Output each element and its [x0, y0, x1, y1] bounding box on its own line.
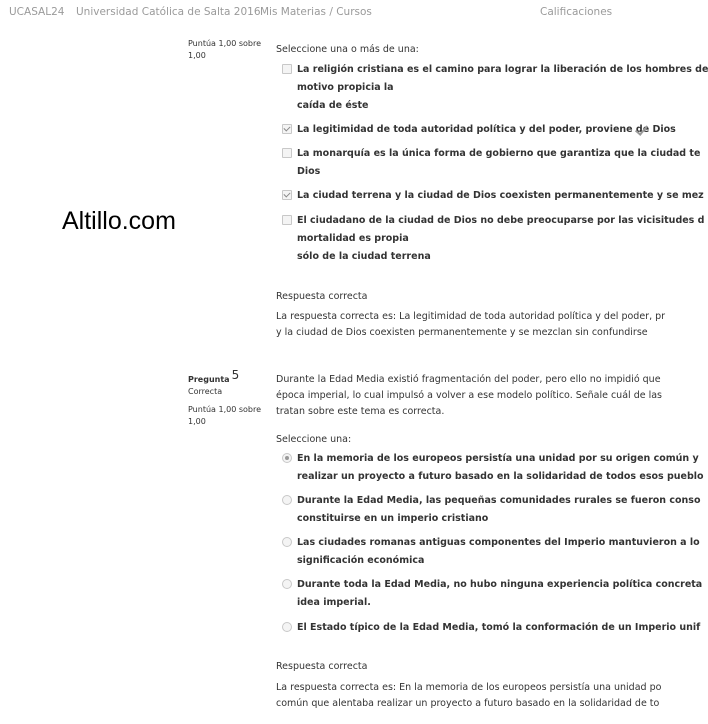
question-text-line: época imperial, lo cual impulsó a volver a ese modelo político. Señale cuál de las — [276, 390, 662, 401]
option-text: idea imperial. — [297, 597, 371, 608]
question-label: Pregunta — [188, 375, 230, 384]
question-5-select-label: Seleccione una: — [276, 434, 352, 445]
question-5-score-line-1: Puntúa 1,00 sobre — [188, 405, 262, 414]
option-text: El ciudadano de la ciudad de Dios no debe preocuparse por las vicisitudes d — [297, 215, 705, 226]
question-4-score-line-1: Puntúa 1,00 sobre — [188, 39, 262, 48]
option-checkbox[interactable] — [282, 148, 292, 158]
option-text: Durante toda la Edad Media, no hubo ninguna experiencia política concreta — [297, 579, 703, 590]
question-4-score-line-2: 1,00 — [188, 51, 206, 60]
option-radio[interactable] — [282, 579, 292, 589]
option-radio[interactable] — [282, 622, 292, 632]
watermark-text: Altillo.com — [62, 207, 176, 235]
question-text-line: tratan sobre este tema es correcta. — [276, 406, 445, 417]
question-4-info — [188, 38, 261, 62]
option-text: mortalidad es propia — [297, 233, 409, 244]
top-nav — [0, 0, 700, 26]
option-radio[interactable] — [282, 537, 292, 547]
option-text: La monarquía es la única forma de gobierno que garantiza que la ciudad te — [297, 148, 701, 159]
option-radio[interactable] — [282, 495, 292, 505]
option-radio-selected[interactable] — [282, 453, 292, 463]
option-checkbox[interactable] — [282, 64, 292, 74]
option-text: Las ciudades romanas antiguas componentes del Imperio mantuvieron a lo — [297, 537, 700, 548]
option-text: constituirse en un imperio cristiano — [297, 513, 489, 524]
question-text-line: Durante la Edad Media existió fragmentación del poder, pero ello no impidió que — [276, 374, 661, 385]
option-text: En la memoria de los europeos persistía una unidad por su origen común y — [297, 453, 699, 464]
question-5-feedback — [276, 680, 661, 712]
question-5-content — [276, 372, 704, 724]
question-number: 5 — [231, 368, 240, 382]
question-5-score-line-2: 1,00 — [188, 417, 206, 426]
question-5-info — [188, 368, 262, 428]
option-text: Dios — [297, 166, 321, 177]
question-4-select-label: Seleccione una o más de una: — [276, 44, 419, 55]
question-4-content — [276, 42, 708, 342]
feedback-line: común que alentaba realizar un proyecto a futuro basado en la solidaridad de to — [276, 698, 660, 709]
option-checkbox[interactable] — [282, 215, 292, 225]
nav-university-link[interactable]: Universidad Católica de Salta 2016 — [76, 6, 261, 18]
feedback-line: y la ciudad de Dios coexisten permanentemente y se mezclan sin confundirse — [276, 327, 648, 338]
option-text: significación económica — [297, 555, 425, 566]
option-text: sólo de la ciudad terrena — [297, 251, 431, 262]
question-4-feedback — [276, 309, 665, 341]
feedback-line: La respuesta correcta es: En la memoria de los europeos persistía una unidad po — [276, 682, 662, 693]
nav-site-link[interactable]: UCASAL24 — [9, 6, 65, 18]
option-text: realizar un proyecto a futuro basado en la solidaridad de todos esos pueblo — [297, 471, 704, 482]
question-4-feedback-title: Respuesta correcta — [276, 291, 368, 302]
option-text: motivo propicia la — [297, 82, 394, 93]
question-status: Correcta — [188, 387, 223, 396]
feedback-line: La respuesta correcta es: La legitimidad de toda autoridad política y del poder, pr — [276, 311, 666, 322]
option-text: La ciudad terrena y la ciudad de Dios coexisten permanentemente y se mez — [297, 190, 704, 201]
option-checkbox-checked[interactable] — [282, 190, 292, 200]
option-text: El Estado típico de la Edad Media, tomó la conformación de un Imperio unif — [297, 622, 701, 633]
option-text: Durante la Edad Media, las pequeñas comunidades rurales se fueron conso — [297, 495, 701, 506]
question-5-feedback-title: Respuesta correcta — [276, 661, 368, 672]
nav-courses-link[interactable]: Mis Materias / Cursos — [260, 6, 372, 18]
nav-grades-link[interactable]: Calificaciones — [540, 6, 613, 18]
question-5-text — [276, 372, 662, 420]
option-text: La legitimidad de toda autoridad política y del poder, proviene de Dios — [297, 124, 676, 135]
option-checkbox-checked[interactable] — [282, 124, 292, 134]
option-text: caída de éste — [297, 100, 369, 111]
option-text: La religión cristiana es el camino para lograr la liberación de los hombres de — [297, 64, 708, 75]
